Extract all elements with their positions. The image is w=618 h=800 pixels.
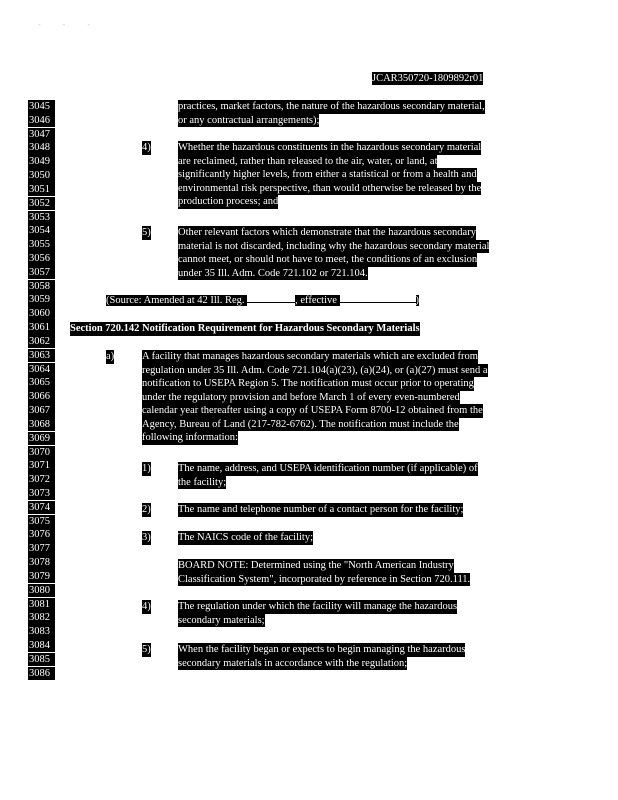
line-number: 3086 — [28, 667, 55, 681]
subsection-a-label: a) — [106, 351, 115, 362]
line-number: 3058 — [28, 280, 55, 294]
subsection-a-line: Agency, Bureau of Land (217-782-6762). The notification must include the — [142, 418, 459, 430]
line-number: 3079 — [28, 570, 55, 584]
line-number: 3077 — [28, 542, 55, 556]
line-number: 3049 — [28, 155, 55, 169]
item-4-line: significantly higher levels, from either a statistical or from a health and — [178, 169, 477, 180]
line-number: 3057 — [28, 266, 55, 280]
item-n5-label: 5) — [142, 644, 151, 655]
line-number: 3081 — [28, 598, 55, 612]
line-number: 3071 — [28, 459, 55, 473]
item-5-label: 5) — [142, 227, 151, 238]
subsection-a-line: under the regulatory provision and before March 1 of every even-numbered — [142, 391, 460, 403]
item-4-line: Whether the hazardous constituents in the hazardous secondary material — [178, 142, 482, 153]
item-2-line: The name and telephone number of a contact person for the facility; — [178, 504, 464, 515]
line-number: 3051 — [28, 183, 55, 197]
source-note-part: ) — [415, 295, 420, 306]
item-1-line: The name, address, and USEPA identification number (if applicable) of — [178, 463, 478, 474]
board-note-line: Classification System", incorporated by reference in Section 720.111. — [178, 573, 471, 585]
line-number: 3085 — [28, 653, 55, 667]
item-1-label: 1) — [142, 463, 151, 474]
line-number: 3070 — [28, 446, 55, 460]
line-number: 3065 — [28, 376, 55, 390]
item-n4-line: secondary materials; — [178, 614, 265, 626]
line-number: 3080 — [28, 584, 55, 598]
subsection-a-line: A facility that manages hazardous secondary materials which are excluded from — [142, 351, 478, 362]
line-number: 3069 — [28, 432, 55, 446]
line-number: 3067 — [28, 404, 55, 418]
item-n4-line: The regulation under which the facility will manage the hazardous — [178, 601, 458, 612]
source-note — [106, 294, 419, 308]
line-number: 3055 — [28, 238, 55, 252]
blank-register-volume — [247, 302, 295, 303]
source-note-part: , effective — [295, 295, 340, 306]
line-number: 3048 — [28, 141, 55, 155]
line-number: 3064 — [28, 363, 55, 377]
line-number: 3045 — [28, 100, 55, 114]
line-number: 3074 — [28, 501, 55, 515]
item-4-line: production process; and — [178, 196, 279, 207]
item-n5-line: secondary materials in accordance with the regulation; — [178, 657, 408, 669]
line-number: 3061 — [28, 321, 55, 335]
subsection-a-line: following information: — [142, 432, 238, 443]
subsection-a-line: calendar year thereafter using a copy of USEPA Form 8700-12 obtained from the — [142, 405, 483, 416]
paragraph-continuation-line: or any contractual arrangements); — [178, 114, 320, 126]
line-number: 3082 — [28, 611, 55, 625]
document-id: JCAR350720-1809892r01 — [372, 73, 484, 84]
item-4-label: 4) — [142, 142, 151, 153]
paragraph-continuation-line: practices, market factors, the nature of the hazardous secondary material, — [178, 101, 485, 112]
item-5-line: Other relevant factors which demonstrate that the hazardous secondary — [178, 227, 476, 238]
line-number: 3066 — [28, 390, 55, 404]
line-number: 3078 — [28, 556, 55, 570]
line-number: 3052 — [28, 197, 55, 211]
line-number: 3068 — [28, 418, 55, 432]
line-number: 3047 — [28, 128, 55, 142]
subsection-a-line: regulation under 35 Ill. Adm. Code 721.104(a)(23), (a)(24), or (a)(27) must send a — [142, 364, 488, 376]
line-number: 3053 — [28, 211, 55, 225]
line-number: 3072 — [28, 473, 55, 487]
item-4-line: are reclaimed, rather than released to the air, water, or land, at — [178, 155, 438, 167]
line-number: 3046 — [28, 114, 55, 128]
line-number: 3059 — [28, 293, 55, 307]
line-number: 3062 — [28, 335, 55, 349]
item-3-label: 3) — [142, 532, 151, 543]
item-1-line: the facility; — [178, 476, 227, 488]
line-number: 3056 — [28, 252, 55, 266]
line-number: 3076 — [28, 528, 55, 542]
blank-effective-date — [340, 302, 416, 303]
item-2-label: 2) — [142, 504, 151, 515]
line-number: 3054 — [28, 224, 55, 238]
item-n5-line: When the facility began or expects to begin managing the hazardous — [178, 644, 466, 655]
line-number: 3083 — [28, 625, 55, 639]
item-5-line: under 35 Ill. Adm. Code 721.102 or 721.104. — [178, 267, 368, 279]
line-number: 3063 — [28, 349, 55, 363]
item-n4-label: 4) — [142, 601, 151, 612]
board-note-line: BOARD NOTE: Determined using the "North American Industry — [178, 560, 454, 571]
line-number: 3084 — [28, 639, 55, 653]
subsection-a-line: notification to USEPA Region 5. The notification must occur prior to operating — [142, 378, 474, 389]
section-heading: Section 720.142 Notification Requirement for Hazardous Secondary Materials — [70, 323, 420, 334]
item-5-line: material is not discarded, including why the hazardous secondary material — [178, 240, 490, 252]
item-5-line: cannot meet, or should not have to meet, the conditions of an exclusion — [178, 254, 478, 265]
item-4-line: environmental risk perspective, than would otherwise be released by the — [178, 182, 482, 194]
scan-marks: - - - — [38, 20, 100, 29]
source-note-part: (Source: Amended at 42 Ill. Reg. — [106, 295, 248, 306]
item-3-line: The NAICS code of the facility; — [178, 532, 314, 543]
line-number: 3060 — [28, 307, 55, 321]
line-number: 3075 — [28, 515, 55, 529]
line-number: 3073 — [28, 487, 55, 501]
line-number: 3050 — [28, 169, 55, 183]
